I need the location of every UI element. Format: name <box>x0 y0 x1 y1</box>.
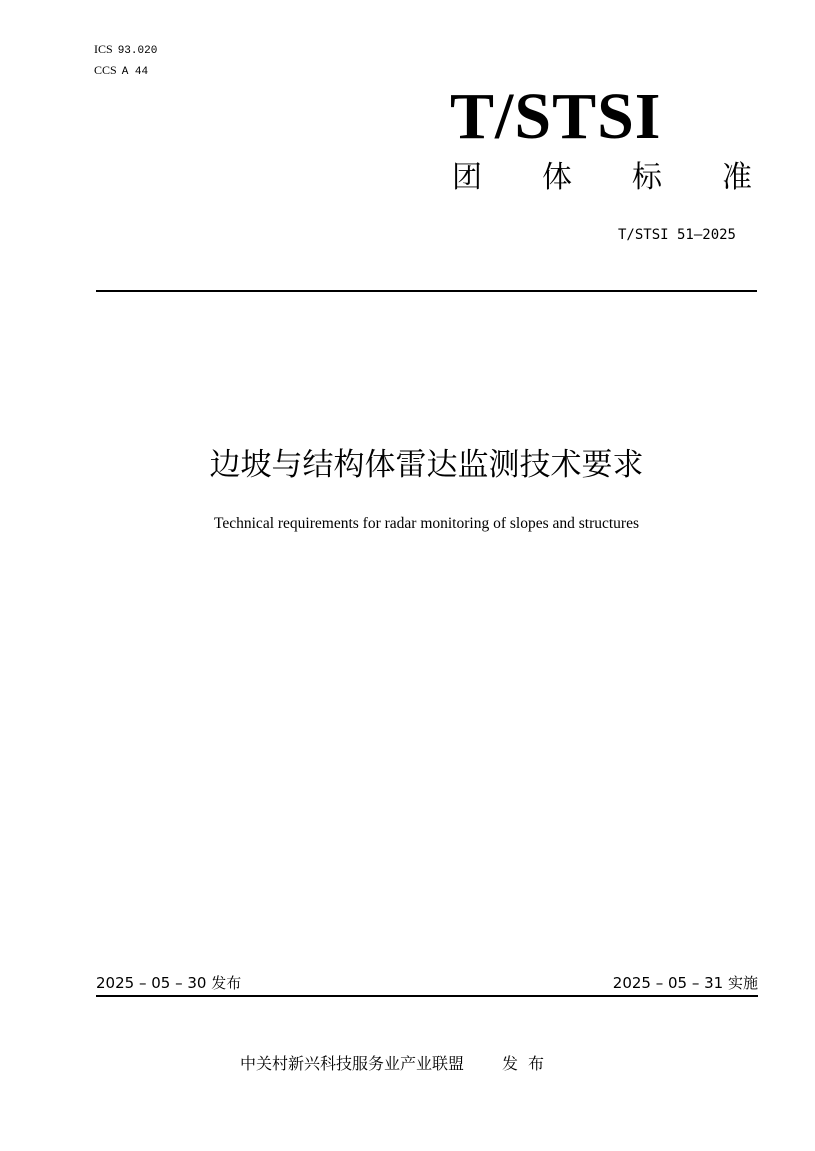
bottom-divider <box>96 995 758 997</box>
english-title: Technical requirements for radar monitoring of slopes and structures <box>213 515 640 532</box>
ccs-label: CCS <box>94 63 117 77</box>
publish-date: 2025 – 05 – 30 发布 <box>96 974 242 992</box>
publisher-line <box>240 1052 554 1076</box>
standard-number: T/STSI 51—2025 <box>617 227 736 243</box>
standard-kind-char: 标 <box>632 160 662 195</box>
standard-kind-char: 体 <box>542 160 572 195</box>
standard-kind-char: 团 <box>452 160 482 195</box>
ics-value: 93.020 <box>117 45 158 57</box>
top-divider <box>96 290 757 292</box>
classification-codes <box>94 40 157 82</box>
publisher-organization: 中关村新兴科技服务业产业联盟 <box>240 1054 465 1073</box>
ics-code <box>94 40 157 61</box>
standard-kind-char: 准 <box>722 160 752 195</box>
standard-kind <box>452 158 752 198</box>
ccs-code <box>94 61 157 82</box>
ccs-value: A 44 <box>121 66 149 78</box>
standard-logo: T/STSI <box>450 80 662 153</box>
implement-date: 2025 – 05 – 31 实施 <box>612 974 758 992</box>
publisher-action: 发布 <box>502 1054 555 1073</box>
chinese-title: 边坡与结构体雷达监测技术要求 <box>209 447 644 483</box>
ics-label: ICS <box>94 42 113 56</box>
